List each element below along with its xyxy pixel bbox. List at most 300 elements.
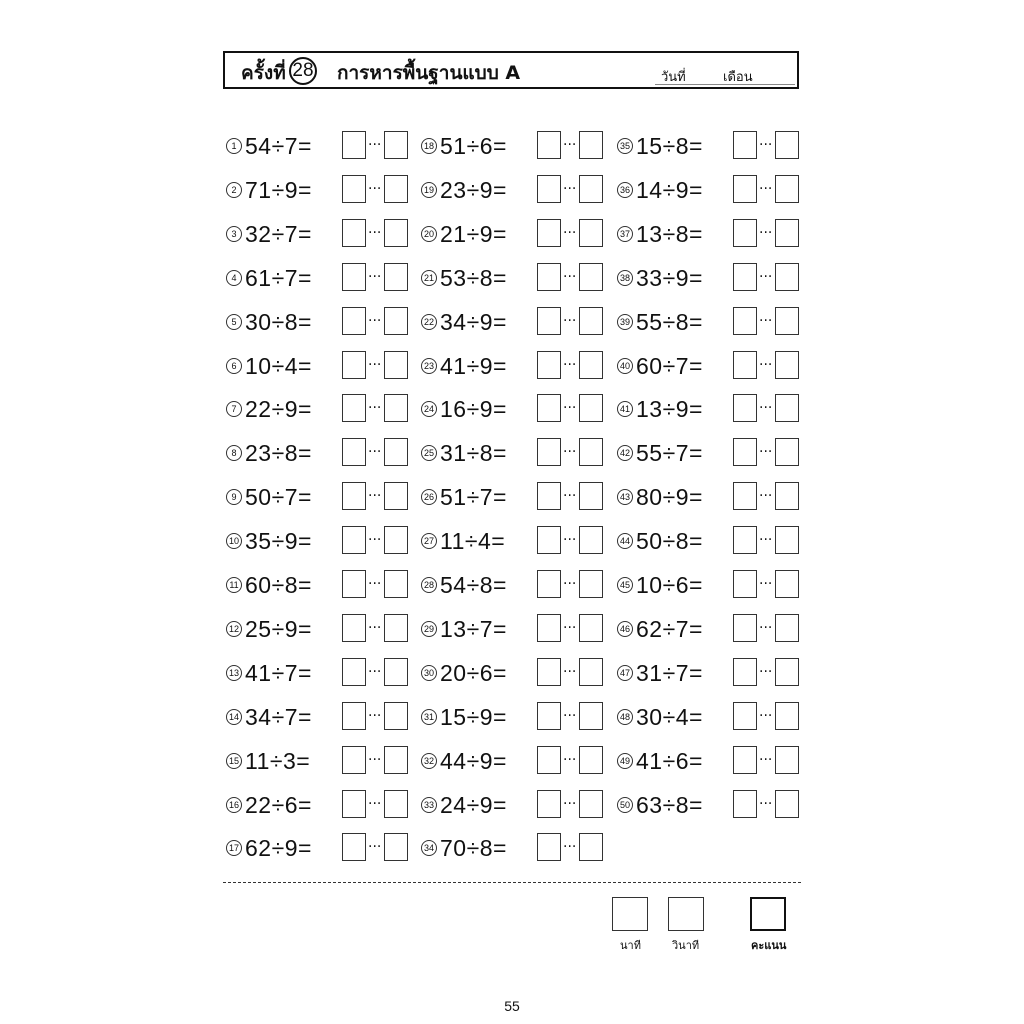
quotient-box[interactable] <box>733 175 757 203</box>
remainder-box[interactable] <box>775 702 799 730</box>
remainder-separator: ··· <box>368 444 382 461</box>
division-expression: 11÷4= <box>440 528 506 555</box>
remainder-separator: ··· <box>563 576 577 592</box>
quotient-box[interactable] <box>342 438 366 466</box>
remainder-box[interactable] <box>579 219 603 247</box>
problem-row <box>617 394 802 424</box>
problem-number: 27 <box>421 533 437 549</box>
remainder-separator: ··· <box>563 663 577 680</box>
division-expression: 61÷7= <box>245 264 312 291</box>
problem-number: 30 <box>421 665 437 681</box>
remainder-box[interactable] <box>775 746 799 774</box>
division-expression: 33÷9= <box>636 264 703 291</box>
problem-row <box>617 263 802 293</box>
quotient-box[interactable] <box>733 746 757 774</box>
division-expression: 10÷6= <box>636 572 703 598</box>
problem-row <box>617 219 802 249</box>
remainder-box[interactable] <box>579 438 603 466</box>
remainder-separator: ··· <box>759 312 773 329</box>
problem-row <box>421 746 606 776</box>
remainder-box[interactable] <box>384 570 408 598</box>
remainder-box[interactable] <box>775 175 799 203</box>
problem-number: 36 <box>617 182 633 198</box>
quotient-box[interactable] <box>342 746 366 774</box>
remainder-separator: ··· <box>759 356 773 373</box>
remainder-box[interactable] <box>579 526 603 554</box>
problem-number: 1 <box>226 138 242 154</box>
problem-row <box>226 746 411 776</box>
remainder-separator: ··· <box>368 400 382 417</box>
quotient-box[interactable] <box>537 219 561 247</box>
quotient-box[interactable] <box>537 438 561 466</box>
division-expression: 31÷7= <box>636 659 703 686</box>
problem-row <box>617 790 802 820</box>
problem-number: 23 <box>421 358 437 374</box>
problem-number: 3 <box>226 226 242 242</box>
minutes-box[interactable] <box>612 897 648 931</box>
remainder-box[interactable] <box>775 526 799 554</box>
remainder-box[interactable] <box>579 833 603 861</box>
remainder-box[interactable] <box>775 658 799 686</box>
problem-number: 47 <box>617 665 633 681</box>
remainder-box[interactable] <box>384 175 408 203</box>
problem-row <box>226 702 411 732</box>
division-expression: 71÷9= <box>245 176 312 203</box>
session-number: 28 <box>289 57 317 85</box>
division-expression: 53÷8= <box>440 264 507 291</box>
division-expression: 22÷9= <box>245 396 312 423</box>
problem-number: 14 <box>226 709 242 725</box>
problem-number: 31 <box>421 709 437 725</box>
quotient-box[interactable] <box>733 790 757 818</box>
quotient-box[interactable] <box>537 482 561 510</box>
quotient-box[interactable] <box>733 263 757 291</box>
problem-row <box>421 570 606 600</box>
problem-number: 39 <box>617 314 633 330</box>
problem-number: 25 <box>421 445 437 461</box>
problem-row <box>226 219 411 249</box>
problem-row <box>226 175 411 205</box>
remainder-box[interactable] <box>579 482 603 510</box>
problem-row <box>421 790 606 820</box>
remainder-separator: ··· <box>563 532 577 549</box>
division-expression: 11÷3= <box>245 747 311 774</box>
problem-number: 29 <box>421 621 437 637</box>
remainder-box[interactable] <box>384 438 408 466</box>
problem-row <box>421 394 606 424</box>
problem-number: 2 <box>226 182 242 198</box>
remainder-box[interactable] <box>384 526 408 554</box>
minutes-label: นาที <box>620 939 641 952</box>
remainder-separator: ··· <box>368 488 382 505</box>
quotient-box[interactable] <box>733 438 757 466</box>
remainder-box[interactable] <box>384 307 408 335</box>
remainder-separator: ··· <box>759 663 773 680</box>
problem-number: 19 <box>421 182 437 198</box>
remainder-separator: ··· <box>563 444 577 461</box>
division-expression: 60÷7= <box>636 352 703 379</box>
remainder-separator: ··· <box>563 751 577 768</box>
quotient-box[interactable] <box>342 131 366 159</box>
remainder-separator: ··· <box>759 224 773 241</box>
remainder-separator: ··· <box>759 488 773 505</box>
problem-number: 7 <box>226 401 242 417</box>
problem-number: 40 <box>617 358 633 374</box>
remainder-separator: ··· <box>563 180 577 197</box>
quotient-box[interactable] <box>342 614 366 642</box>
remainder-box[interactable] <box>579 658 603 686</box>
problem-number: 9 <box>226 489 242 505</box>
remainder-separator: ··· <box>759 751 773 768</box>
problem-row <box>421 658 606 688</box>
dashed-divider <box>223 882 801 883</box>
division-expression: 51÷6= <box>440 133 507 159</box>
quotient-box[interactable] <box>342 307 366 335</box>
division-expression: 30÷4= <box>636 703 703 730</box>
remainder-box[interactable] <box>384 394 408 422</box>
remainder-separator: ··· <box>563 795 577 812</box>
remainder-separator: ··· <box>563 707 577 724</box>
quotient-box[interactable] <box>733 394 757 422</box>
problem-number: 12 <box>226 621 242 637</box>
division-expression: 44÷9= <box>440 747 507 774</box>
division-expression: 70÷8= <box>440 835 507 862</box>
remainder-box[interactable] <box>384 746 408 774</box>
problem-number: 24 <box>421 401 437 417</box>
quotient-box[interactable] <box>537 658 561 686</box>
problem-number: 41 <box>617 401 633 417</box>
remainder-separator: ··· <box>368 137 382 153</box>
problem-number: 17 <box>226 840 242 856</box>
division-expression: 10÷4= <box>245 352 312 379</box>
division-expression: 31÷8= <box>440 440 507 467</box>
remainder-separator: ··· <box>368 356 382 373</box>
quotient-box[interactable] <box>342 658 366 686</box>
remainder-separator: ··· <box>563 268 577 285</box>
problem-row <box>226 307 411 337</box>
problem-row <box>226 482 411 512</box>
quotient-box[interactable] <box>733 131 757 159</box>
remainder-separator: ··· <box>759 576 773 592</box>
quotient-box[interactable] <box>537 614 561 642</box>
problem-number: 46 <box>617 621 633 637</box>
remainder-box[interactable] <box>384 614 408 642</box>
remainder-box[interactable] <box>579 263 603 291</box>
date-field[interactable] <box>655 64 795 85</box>
remainder-box[interactable] <box>775 790 799 818</box>
division-expression: 22÷6= <box>245 791 312 818</box>
remainder-box[interactable] <box>579 351 603 379</box>
problem-row <box>226 790 411 820</box>
problem-number: 33 <box>421 797 437 813</box>
remainder-separator: ··· <box>368 180 382 197</box>
remainder-separator: ··· <box>563 400 577 417</box>
problem-row <box>421 482 606 512</box>
remainder-box[interactable] <box>775 307 799 335</box>
remainder-box[interactable] <box>579 746 603 774</box>
problem-row <box>617 438 802 468</box>
division-expression: 15÷8= <box>636 133 703 159</box>
problem-row <box>421 833 606 863</box>
remainder-separator: ··· <box>759 400 773 417</box>
remainder-separator: ··· <box>563 839 577 856</box>
quotient-box[interactable] <box>537 702 561 730</box>
division-expression: 32÷7= <box>245 220 312 247</box>
quotient-box[interactable] <box>537 394 561 422</box>
remainder-separator: ··· <box>759 707 773 724</box>
problem-number: 34 <box>421 840 437 856</box>
division-expression: 41÷7= <box>245 659 312 686</box>
remainder-separator: ··· <box>368 795 382 812</box>
quotient-box[interactable] <box>733 219 757 247</box>
problem-number: 49 <box>617 753 633 769</box>
problem-row <box>421 131 606 161</box>
problem-number: 37 <box>617 226 633 242</box>
quotient-box[interactable] <box>733 570 757 598</box>
quotient-box[interactable] <box>342 833 366 861</box>
quotient-box[interactable] <box>537 131 561 159</box>
problem-number: 44 <box>617 533 633 549</box>
problem-number: 43 <box>617 489 633 505</box>
division-expression: 21÷9= <box>440 220 507 247</box>
remainder-separator: ··· <box>368 619 382 636</box>
remainder-box[interactable] <box>384 790 408 818</box>
problem-row <box>421 526 606 556</box>
remainder-box[interactable] <box>384 833 408 861</box>
problem-row <box>617 526 802 556</box>
quotient-box[interactable] <box>537 351 561 379</box>
remainder-box[interactable] <box>579 307 603 335</box>
remainder-box[interactable] <box>775 131 799 159</box>
problem-row <box>226 438 411 468</box>
remainder-separator: ··· <box>759 268 773 285</box>
remainder-box[interactable] <box>775 438 799 466</box>
quotient-box[interactable] <box>537 833 561 861</box>
problem-row <box>421 351 606 381</box>
problem-number: 38 <box>617 270 633 286</box>
division-expression: 54÷7= <box>245 133 312 159</box>
problem-number: 13 <box>226 665 242 681</box>
remainder-box[interactable] <box>384 219 408 247</box>
problem-number: 48 <box>617 709 633 725</box>
division-expression: 50÷7= <box>245 484 312 511</box>
division-expression: 62÷7= <box>636 615 703 642</box>
problem-number: 20 <box>421 226 437 242</box>
remainder-separator: ··· <box>368 224 382 241</box>
score-label: คะแนน <box>751 939 787 952</box>
problem-row <box>617 131 802 161</box>
quotient-box[interactable] <box>537 263 561 291</box>
problem-row <box>421 307 606 337</box>
remainder-separator: ··· <box>563 356 577 373</box>
remainder-separator: ··· <box>368 576 382 592</box>
page-number: 55 <box>504 998 520 1014</box>
division-expression: 55÷7= <box>636 440 703 467</box>
problem-number: 42 <box>617 445 633 461</box>
problem-row <box>617 614 802 644</box>
quotient-box[interactable] <box>342 219 366 247</box>
quotient-box[interactable] <box>537 570 561 598</box>
quotient-box[interactable] <box>733 482 757 510</box>
division-expression: 51÷7= <box>440 484 507 511</box>
remainder-separator: ··· <box>759 180 773 197</box>
division-expression: 20÷6= <box>440 659 507 686</box>
quotient-box[interactable] <box>537 790 561 818</box>
division-expression: 60÷8= <box>245 572 312 598</box>
remainder-box[interactable] <box>775 219 799 247</box>
quotient-box[interactable] <box>537 307 561 335</box>
remainder-box[interactable] <box>384 131 408 159</box>
remainder-box[interactable] <box>775 394 799 422</box>
problem-row <box>421 702 606 732</box>
problem-row <box>226 833 411 863</box>
remainder-separator: ··· <box>563 224 577 241</box>
problem-row <box>421 438 606 468</box>
quotient-box[interactable] <box>537 746 561 774</box>
division-expression: 30÷8= <box>245 308 312 335</box>
remainder-box[interactable] <box>579 175 603 203</box>
problem-row <box>617 658 802 688</box>
problem-number: 35 <box>617 138 633 154</box>
remainder-box[interactable] <box>579 570 603 598</box>
quotient-box[interactable] <box>537 526 561 554</box>
problem-number: 50 <box>617 797 633 813</box>
remainder-box[interactable] <box>384 482 408 510</box>
remainder-separator: ··· <box>368 663 382 680</box>
division-expression: 35÷9= <box>245 528 312 555</box>
problem-number: 18 <box>421 138 437 154</box>
quotient-box[interactable] <box>342 175 366 203</box>
remainder-box[interactable] <box>384 702 408 730</box>
remainder-box[interactable] <box>579 790 603 818</box>
remainder-separator: ··· <box>759 532 773 549</box>
division-expression: 14÷9= <box>636 176 703 203</box>
problem-number: 32 <box>421 753 437 769</box>
division-expression: 15÷9= <box>440 703 507 730</box>
division-expression: 55÷8= <box>636 308 703 335</box>
problem-number: 6 <box>226 358 242 374</box>
division-expression: 41÷9= <box>440 352 507 379</box>
remainder-separator: ··· <box>759 137 773 153</box>
problem-number: 21 <box>421 270 437 286</box>
remainder-box[interactable] <box>579 131 603 159</box>
quotient-box[interactable] <box>342 263 366 291</box>
problem-number: 26 <box>421 489 437 505</box>
quotient-box[interactable] <box>733 658 757 686</box>
remainder-separator: ··· <box>563 137 577 153</box>
quotient-box[interactable] <box>342 351 366 379</box>
remainder-box[interactable] <box>384 351 408 379</box>
worksheet-title: การหารพื้นฐานแบบ A <box>337 62 521 84</box>
division-expression: 41÷6= <box>636 747 703 774</box>
worksheet-header <box>223 51 799 89</box>
problem-number: 45 <box>617 577 633 593</box>
remainder-box[interactable] <box>775 263 799 291</box>
problem-number: 22 <box>421 314 437 330</box>
division-expression: 23÷9= <box>440 176 507 203</box>
quotient-box[interactable] <box>342 394 366 422</box>
remainder-separator: ··· <box>563 619 577 636</box>
month-label: เดือน <box>723 70 753 85</box>
division-expression: 50÷8= <box>636 528 703 555</box>
division-expression: 25÷9= <box>245 615 312 642</box>
remainder-separator: ··· <box>368 751 382 768</box>
problem-row <box>421 219 606 249</box>
division-expression: 62÷9= <box>245 835 312 862</box>
session-label: ครั้งที่ <box>241 62 286 84</box>
remainder-separator: ··· <box>368 312 382 329</box>
problem-row <box>226 263 411 293</box>
quotient-box[interactable] <box>342 526 366 554</box>
quotient-box[interactable] <box>342 482 366 510</box>
division-expression: 24÷9= <box>440 791 507 818</box>
remainder-separator: ··· <box>759 619 773 636</box>
division-expression: 13÷8= <box>636 220 703 247</box>
remainder-box[interactable] <box>579 394 603 422</box>
problem-row <box>226 570 411 600</box>
remainder-box[interactable] <box>579 702 603 730</box>
remainder-separator: ··· <box>368 839 382 856</box>
remainder-separator: ··· <box>759 444 773 461</box>
problem-row <box>617 351 802 381</box>
quotient-box[interactable] <box>733 307 757 335</box>
quotient-box[interactable] <box>733 614 757 642</box>
problem-row <box>421 263 606 293</box>
problem-number: 11 <box>226 577 242 593</box>
problem-row <box>617 307 802 337</box>
seconds-box[interactable] <box>668 897 704 931</box>
problem-number: 8 <box>226 445 242 461</box>
problem-row <box>617 175 802 205</box>
quotient-box[interactable] <box>733 526 757 554</box>
division-expression: 80÷9= <box>636 484 703 511</box>
remainder-box[interactable] <box>775 614 799 642</box>
problem-row <box>226 614 411 644</box>
division-expression: 16÷9= <box>440 396 507 423</box>
problem-row <box>617 702 802 732</box>
remainder-separator: ··· <box>368 532 382 549</box>
quotient-box[interactable] <box>342 790 366 818</box>
remainder-box[interactable] <box>384 658 408 686</box>
score-box[interactable] <box>750 897 786 931</box>
quotient-box[interactable] <box>537 175 561 203</box>
problem-number: 15 <box>226 753 242 769</box>
quotient-box[interactable] <box>342 702 366 730</box>
problem-row <box>617 482 802 512</box>
division-expression: 23÷8= <box>245 440 312 467</box>
quotient-box[interactable] <box>342 570 366 598</box>
division-expression: 54÷8= <box>440 572 507 598</box>
day-label: วันที่ <box>661 70 686 85</box>
division-expression: 13÷9= <box>636 396 703 423</box>
problem-number: 4 <box>226 270 242 286</box>
remainder-separator: ··· <box>563 488 577 505</box>
remainder-box[interactable] <box>384 263 408 291</box>
problem-row <box>226 351 411 381</box>
division-expression: 34÷7= <box>245 703 312 730</box>
remainder-box[interactable] <box>775 570 799 598</box>
remainder-box[interactable] <box>775 351 799 379</box>
problem-row <box>421 175 606 205</box>
division-expression: 63÷8= <box>636 791 703 818</box>
remainder-box[interactable] <box>775 482 799 510</box>
division-expression: 13÷7= <box>440 615 507 642</box>
quotient-box[interactable] <box>733 351 757 379</box>
quotient-box[interactable] <box>733 702 757 730</box>
remainder-box[interactable] <box>579 614 603 642</box>
problem-row <box>617 570 802 600</box>
remainder-separator: ··· <box>368 268 382 285</box>
